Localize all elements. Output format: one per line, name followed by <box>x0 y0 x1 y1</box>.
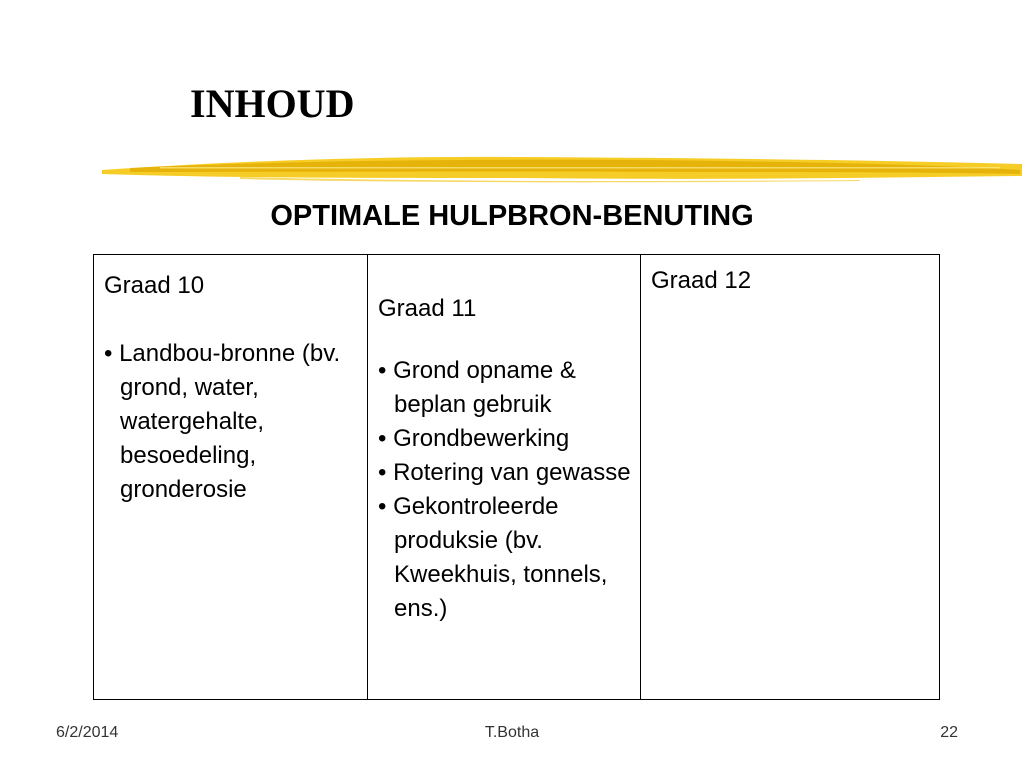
grade-11-heading: Graad 11 <box>378 295 477 322</box>
list-item: • Landbou-bronne (bv. grond, water, watergehalte, besoedeling, gronderosie <box>104 337 361 507</box>
footer-date: 6/2/2014 <box>56 724 119 741</box>
list-item: • Grondbewerking <box>378 422 634 456</box>
grade-11-list <box>378 354 634 626</box>
slide-title: INHOUD <box>190 81 355 126</box>
grade-12-heading: Graad 12 <box>651 267 752 294</box>
list-item: • Gekontroleerde produksie (bv. Kweekhuis, tonnels, ens.) <box>378 490 634 626</box>
yellow-highlight-stroke <box>100 148 1024 188</box>
page-number: 22 <box>940 724 958 741</box>
grade-content-table <box>93 254 940 700</box>
grade-11-cell <box>367 255 640 699</box>
grade-10-cell <box>94 255 367 699</box>
footer-author: T.Botha <box>484 724 540 741</box>
slide-subtitle: OPTIMALE HULPBRON-BENUTING <box>270 200 754 232</box>
grade-10-heading: Graad 10 <box>104 272 205 299</box>
grade-12-cell <box>640 255 939 699</box>
list-item: • Grond opname & beplan gebruik <box>378 354 634 422</box>
list-item: • Rotering van gewasse <box>378 456 634 490</box>
grade-10-list <box>104 337 361 507</box>
